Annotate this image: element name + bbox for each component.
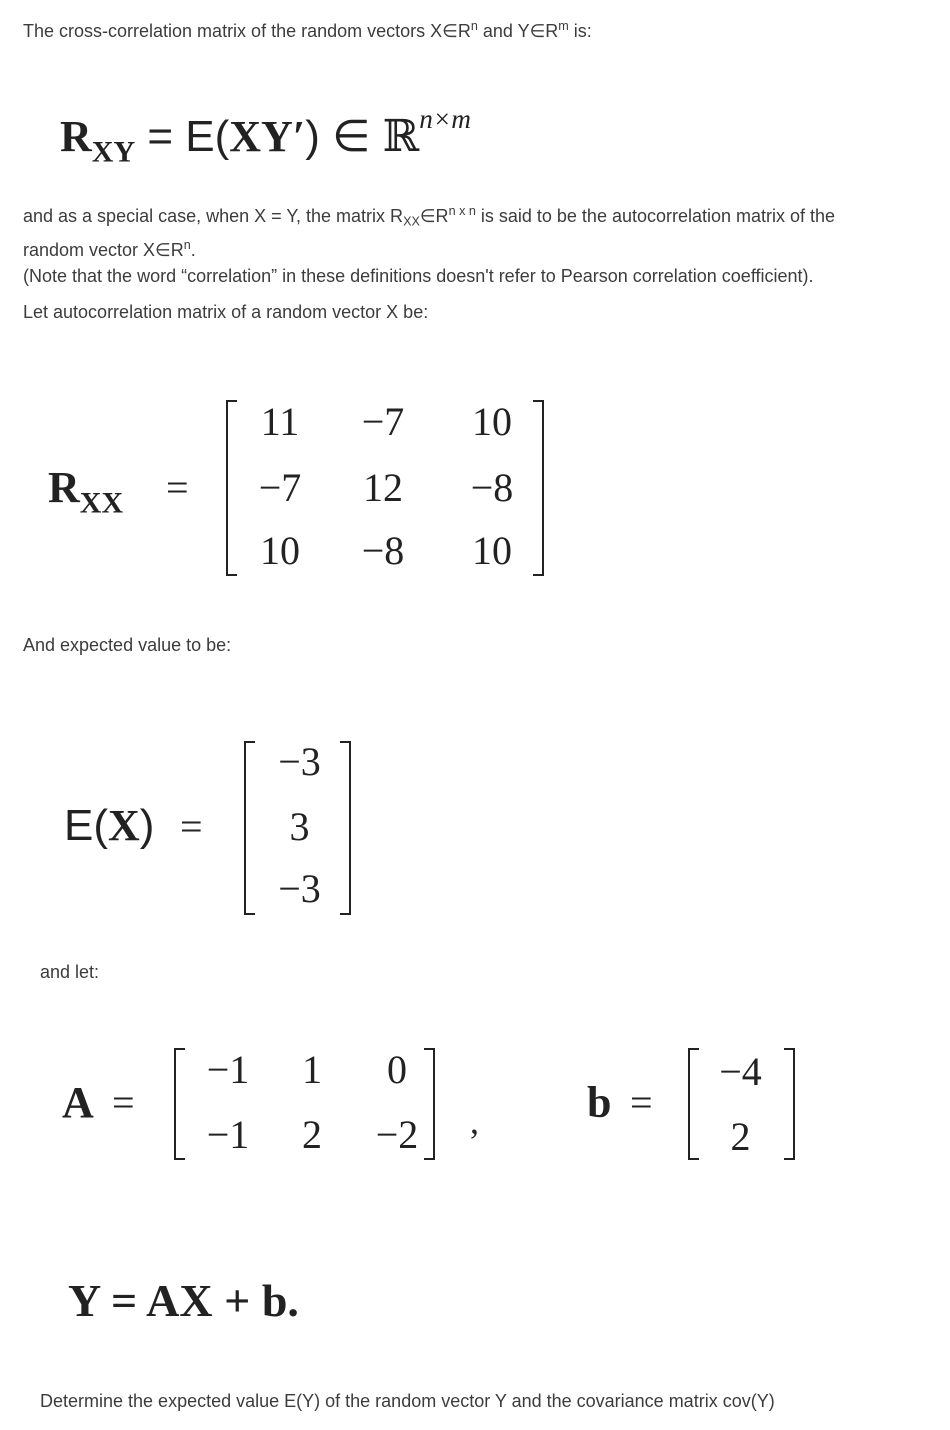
ex-cell: 3 bbox=[289, 804, 310, 849]
rxx-label: $R_{XX}$ bbox=[48, 463, 124, 520]
rxx-right-bracket bbox=[533, 400, 544, 576]
ex-equals: = bbox=[180, 804, 203, 849]
ex-right-bracket bbox=[340, 741, 351, 915]
ex-cell: −3 bbox=[278, 866, 321, 911]
a-left-bracket bbox=[174, 1048, 185, 1160]
rxx-cell: 11 bbox=[260, 399, 300, 444]
y-equation: Y = AX + b. bbox=[68, 1275, 299, 1326]
rxx-cell: −8 bbox=[470, 465, 514, 510]
rxx-cell: 12 bbox=[363, 465, 403, 510]
a-equals: = bbox=[112, 1080, 135, 1125]
let-autocorrelation-line: Let autocorrelation matrix of a random vector X be: bbox=[23, 302, 429, 322]
and-let-text: and let: bbox=[40, 962, 100, 982]
b-cell: 2 bbox=[730, 1114, 751, 1159]
note-line: (Note that the word “correlation” in these definitions doesn't refer to Pearson correlation coefficient). bbox=[23, 266, 814, 286]
question-text: Determine the expected value E(Y) of the random vector Y and the covariance matrix cov(Y) bbox=[40, 1391, 775, 1411]
rxx-cell: 10 bbox=[260, 528, 300, 573]
rxx-cell: −8 bbox=[361, 528, 405, 573]
b-right-bracket bbox=[784, 1048, 795, 1160]
rxx-cell: −7 bbox=[361, 399, 405, 444]
a-cell: −2 bbox=[375, 1112, 419, 1157]
b-cell: −4 bbox=[719, 1049, 762, 1094]
rxx-left-bracket bbox=[226, 400, 237, 576]
a-cell: −1 bbox=[206, 1112, 250, 1157]
b-equals: = bbox=[630, 1080, 653, 1125]
intro-line: The cross-correlation matrix of the random vectors $X\in R^n$ and $Y\in R^m$ is: bbox=[23, 19, 592, 41]
a-cell: 0 bbox=[387, 1047, 407, 1092]
rxx-cell: 10 bbox=[472, 528, 512, 573]
rxx-cell: −7 bbox=[258, 465, 302, 510]
ex-left-bracket bbox=[244, 741, 255, 915]
special-case-line-2: random vector $X\in R^n$. bbox=[23, 238, 196, 260]
a-cell: −1 bbox=[206, 1047, 250, 1092]
cross-correlation-equation: $R_{XY} = E(XY')$ ∈ ℝ$^{n\times m}$ bbox=[60, 104, 471, 169]
rxx-equals: = bbox=[166, 465, 189, 510]
a-cell: 2 bbox=[302, 1112, 322, 1157]
expected-value-text: And expected value to be: bbox=[23, 635, 232, 655]
b-left-bracket bbox=[688, 1048, 699, 1160]
a-comma: , bbox=[470, 1101, 479, 1141]
b-label: b bbox=[587, 1078, 612, 1127]
ex-cell: −3 bbox=[278, 739, 321, 784]
special-case-line-1: and as a special case, when X = Y, the matrix $R_{XX}\in R^{n x n}$ is said to be the autocorrelation matrix of the bbox=[23, 204, 836, 229]
ex-label: E(X) bbox=[64, 801, 155, 850]
rxx-cell: 10 bbox=[472, 399, 512, 444]
a-cell: 1 bbox=[302, 1047, 322, 1092]
a-label: A bbox=[62, 1078, 94, 1127]
